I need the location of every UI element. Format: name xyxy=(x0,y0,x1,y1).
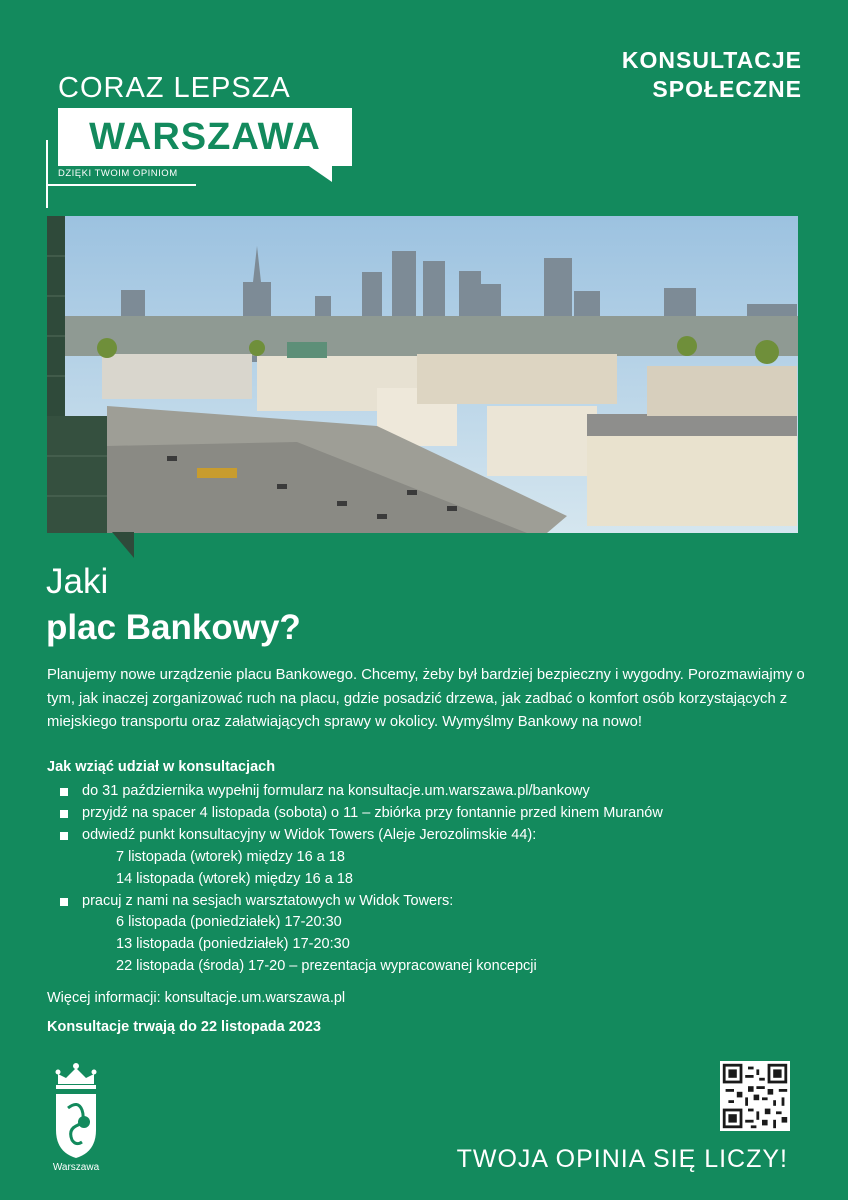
participation-list xyxy=(60,781,820,978)
bullet-square-icon xyxy=(60,788,68,796)
date-line: 7 listopada (wtorek) między 16 a 18 xyxy=(116,848,345,865)
consultation-duration: Konsultacje trwają do 22 listopada 2023 xyxy=(47,1019,321,1035)
bullet-square-icon xyxy=(60,898,68,906)
qr-code[interactable] xyxy=(720,1061,790,1131)
intro-paragraph: Planujemy nowe urządzenie placu Bankowego. Chcemy, żeby był bardziej bezpieczny i wygodny. Porozmawiajmy o tym, jak inaczej zorganizować ruch na placu, gdzie posadzić drzewa, jak zadbać o komfort osób korzystających z miejskiego transportu oraz załatwiających sprawy w okolicy. Wymyślmy Bankowy na nowo! xyxy=(47,667,805,730)
date-line: 22 listopada (środa) 17-20 – prezentacja wypracowanej koncepcji xyxy=(116,958,537,975)
warsaw-coat-of-arms-icon xyxy=(46,1060,106,1160)
photo-speech-tail xyxy=(112,532,134,558)
logo-tagline: DZIĘKI TWOIM OPINIOM xyxy=(58,168,178,179)
headline-line2: plac Bankowy? xyxy=(46,608,301,647)
list-item xyxy=(60,803,820,825)
logo-speech-tail xyxy=(306,164,332,182)
date-line: 14 listopada (wtorek) między 16 a 18 xyxy=(116,870,353,887)
workshop-dates xyxy=(60,912,820,978)
list-item-text: do 31 października wypełnij formularz na konsultacje.um.warszawa.pl/bankowy xyxy=(82,783,590,799)
list-item-text: pracuj z nami na sesjach warsztatowych w Widok Towers: xyxy=(82,892,454,909)
list-item xyxy=(60,825,820,847)
bullet-square-icon xyxy=(60,810,68,818)
date-line: 6 listopada (poniedziałek) 17-20:30 xyxy=(116,914,342,931)
more-info-link[interactable]: Więcej informacji: konsultacje.um.warszawa.pl xyxy=(47,990,346,1006)
city-photo xyxy=(47,216,798,533)
warsaw-skyline-photo xyxy=(47,216,798,533)
consultation-point-dates xyxy=(60,847,820,891)
consultation-label-line2: SPOŁECZNE xyxy=(652,76,802,102)
logo-frame-tail xyxy=(46,182,48,208)
slogan: TWOJA OPINIA SIĘ LICZY! xyxy=(456,1145,788,1173)
list-item xyxy=(60,891,820,913)
qr-code-icon xyxy=(720,1061,790,1131)
list-item-text: odwiedź punkt konsultacyjny w Widok Towers (Aleje Jerozolimskie 44): xyxy=(82,826,537,843)
consultation-label-line1: KONSULTACJE xyxy=(621,47,802,73)
consultation-label xyxy=(622,46,802,104)
warsaw-crest xyxy=(46,1060,106,1176)
list-item xyxy=(60,781,820,803)
campaign-logo xyxy=(44,72,364,212)
bullet-square-icon xyxy=(60,832,68,840)
list-item-text: przyjdź na spacer 4 listopada (sobota) o 11 – zbiórka przy fontannie przed kinem Muranów xyxy=(82,804,663,821)
participation-heading: Jak wziąć udział w konsultacjach xyxy=(47,759,276,775)
logo-line1: CORAZ LEPSZA xyxy=(58,72,291,104)
date-line: 13 listopada (poniedziałek) 17-20:30 xyxy=(116,936,350,953)
crest-caption: Warszawa xyxy=(52,1162,100,1173)
headline-line1: Jaki xyxy=(46,562,109,601)
logo-line2: WARSZAWA xyxy=(58,108,352,166)
